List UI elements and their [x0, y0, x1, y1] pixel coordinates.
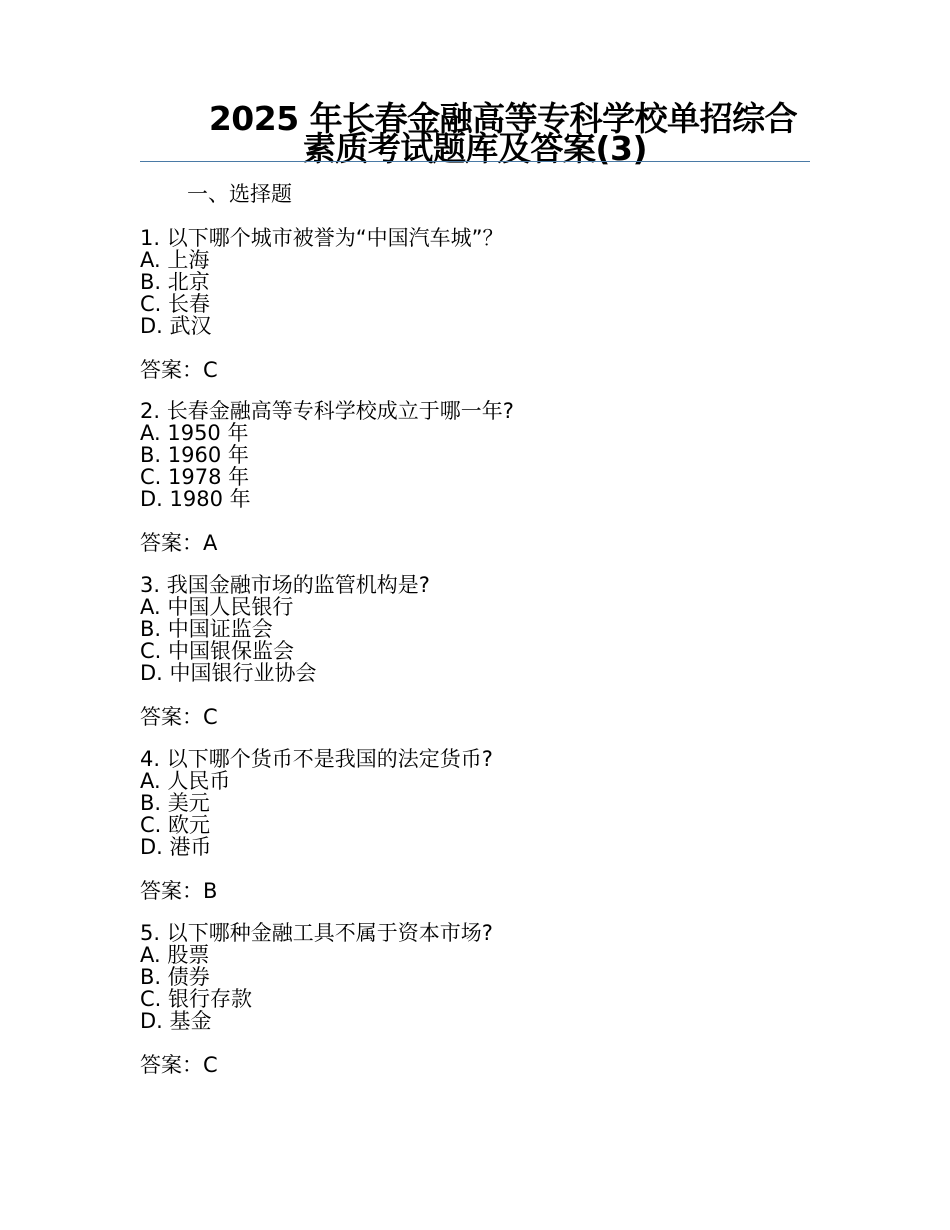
answer-value: A [203, 531, 218, 555]
option-b: B. 债券 [140, 965, 210, 989]
question-stem: 3. 我国金融市场的监管机构是? [140, 573, 430, 597]
question-4 [140, 748, 840, 904]
answer-value: C [203, 358, 218, 382]
question-3 [140, 574, 840, 730]
option-a: A. 股票 [140, 943, 210, 967]
option-d: D. 武汉 [140, 314, 212, 338]
answer-line [140, 357, 840, 383]
answer-label: 答案： [140, 1053, 203, 1077]
question-2 [140, 400, 840, 556]
option-a: A. 人民币 [140, 769, 231, 793]
question-stem: 5. 以下哪种金融工具不属于资本市场? [140, 921, 493, 945]
option-d: D. 基金 [140, 1009, 212, 1033]
question-1 [140, 227, 840, 383]
answer-value: B [203, 879, 218, 903]
option-b: B. 中国证监会 [140, 617, 273, 641]
option-c: C. 欧元 [140, 813, 211, 837]
option-d: D. 港币 [140, 835, 212, 859]
answer-label: 答案： [140, 879, 203, 903]
title-divider [140, 161, 810, 162]
answer-label: 答案： [140, 531, 203, 555]
option-b: B. 北京 [140, 270, 210, 294]
section-heading: 一、选择题 [187, 182, 292, 206]
option-c: C. 银行存款 [140, 987, 253, 1011]
option-d: D. 中国银行业协会 [140, 661, 317, 685]
option-b: B. 1960 年 [140, 443, 249, 467]
question-stem: 2. 长春金融高等专科学校成立于哪一年? [140, 399, 514, 423]
answer-line [140, 878, 840, 904]
option-b: B. 美元 [140, 791, 210, 815]
question-stem: 1. 以下哪个城市被誉为“中国汽车城”？ [140, 226, 504, 250]
option-a: A. 上海 [140, 248, 210, 272]
title-line-2: 素质考试题库及答案(3) [302, 129, 648, 168]
document-title [140, 99, 810, 168]
answer-value: C [203, 705, 218, 729]
option-d: D. 1980 年 [140, 487, 251, 511]
question-stem: 4. 以下哪个货币不是我国的法定货币? [140, 747, 493, 771]
answer-line [140, 704, 840, 730]
answer-label: 答案： [140, 705, 203, 729]
option-c: C. 中国银保监会 [140, 639, 295, 663]
option-c: C. 长春 [140, 292, 211, 316]
option-c: C. 1978 年 [140, 465, 250, 489]
answer-value: C [203, 1053, 218, 1077]
option-a: A. 1950 年 [140, 421, 249, 445]
answer-label: 答案： [140, 358, 203, 382]
question-5 [140, 922, 840, 1078]
answer-line [140, 530, 840, 556]
title-line-1: 2025 年长春金融高等专科学校单招综合 [208, 99, 798, 138]
answer-line [140, 1052, 840, 1078]
option-a: A. 中国人民银行 [140, 595, 294, 619]
